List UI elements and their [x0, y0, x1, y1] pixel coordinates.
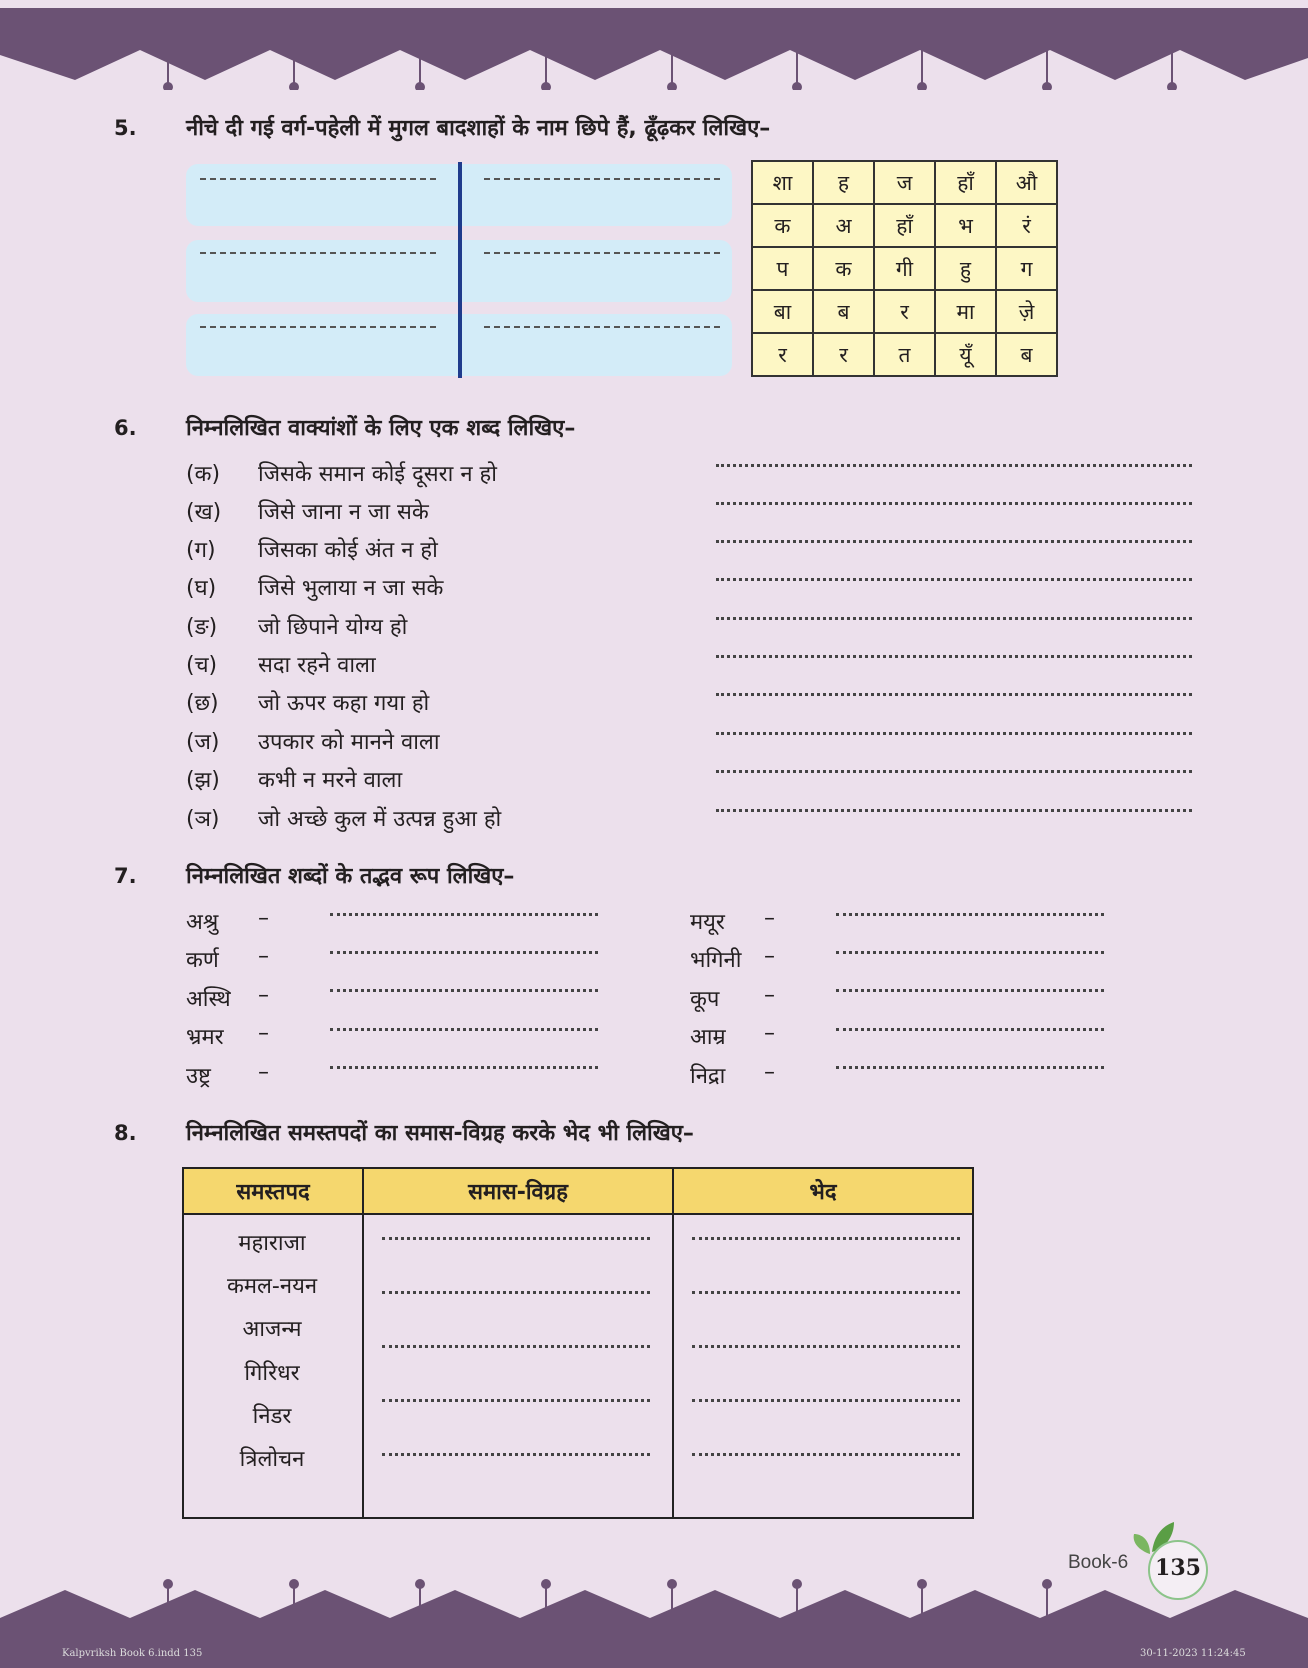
word-search-grid — [751, 160, 1058, 377]
grid-cell: रं — [996, 204, 1057, 247]
grid-cell: क — [752, 204, 813, 247]
grid-cell: औ — [996, 161, 1057, 204]
grid-cell: क — [813, 247, 874, 290]
q7-dash: – — [764, 944, 775, 969]
q7-number: 7. — [114, 864, 137, 888]
grid-cell: मा — [935, 290, 996, 333]
q6-item — [186, 649, 376, 679]
q6-marker: (ज) — [186, 730, 220, 755]
q5-prompt: नीचे दी गई वर्ग-पहेली में मुगल बादशाहों के नाम छिपे हैं, ढूँढ़कर लिखिए– — [186, 116, 771, 141]
q7-dash: – — [764, 1060, 775, 1085]
samas-table — [182, 1167, 974, 1519]
q6-phrase: जिसे भुलाया न जा सके — [258, 576, 444, 601]
answer-line[interactable] — [330, 989, 598, 992]
q6-item — [186, 534, 438, 564]
q6-phrase: जो छिपाने योग्य हो — [258, 615, 408, 640]
grid-cell: बा — [752, 290, 813, 333]
answer-line[interactable] — [692, 1291, 960, 1294]
samas-header: समस्तपद — [183, 1168, 363, 1214]
samas-term: आजन्म — [242, 1317, 302, 1342]
answer-line[interactable] — [692, 1453, 960, 1456]
answer-line[interactable] — [716, 693, 1192, 696]
q6-phrase: उपकार को मानने वाला — [258, 730, 440, 755]
q6-marker: (ख) — [186, 500, 222, 525]
grid-cell: ह — [813, 161, 874, 204]
answer-line[interactable] — [330, 1028, 598, 1031]
answer-line[interactable] — [484, 326, 720, 328]
answer-line[interactable] — [716, 617, 1192, 620]
q7-dash: – — [764, 1021, 775, 1046]
q7-dash: – — [764, 906, 775, 931]
answer-line[interactable] — [692, 1345, 960, 1348]
q6-item — [186, 764, 402, 794]
grid-cell: अ — [813, 204, 874, 247]
grid-cell: ब — [813, 290, 874, 333]
q7-word: उष्ट्र — [186, 1064, 211, 1089]
answer-line[interactable] — [200, 252, 436, 254]
samas-terms-cell — [183, 1214, 363, 1518]
q6-item — [186, 726, 440, 756]
answer-line[interactable] — [716, 502, 1192, 505]
q7-word: निद्रा — [690, 1064, 726, 1089]
grid-cell: हाँ — [874, 204, 935, 247]
grid-cell: र — [813, 333, 874, 376]
q7-word: कूप — [690, 987, 720, 1012]
q7-word: भगिनी — [690, 948, 742, 973]
answer-line[interactable] — [692, 1237, 960, 1240]
print-stamp: 30-11-2023 11:24:45 — [1140, 1648, 1246, 1659]
q6-number: 6. — [114, 416, 137, 440]
answer-line[interactable] — [484, 178, 720, 180]
q7-word: अस्थि — [186, 987, 231, 1012]
answer-line[interactable] — [382, 1399, 650, 1402]
samas-header: भेद — [673, 1168, 973, 1214]
grid-cell: ब — [996, 333, 1057, 376]
samas-header: समास-विग्रह — [363, 1168, 673, 1214]
answer-line[interactable] — [716, 464, 1192, 467]
answer-line[interactable] — [716, 578, 1192, 581]
q6-item — [186, 458, 497, 488]
q6-phrase: सदा रहने वाला — [258, 653, 376, 678]
q7-prompt: निम्नलिखित शब्दों के तद्भव रूप लिखिए– — [186, 864, 515, 889]
answer-line[interactable] — [692, 1399, 960, 1402]
answer-line[interactable] — [836, 1066, 1104, 1069]
q8-prompt: निम्नलिखित समस्तपदों का समास-विग्रह करके भेद भी लिखिए– — [186, 1121, 694, 1146]
book-label: Book-6 — [1068, 1552, 1129, 1573]
q7-dash: – — [258, 983, 269, 1008]
q6-item — [186, 572, 443, 602]
q6-phrase: जिसे जाना न जा सके — [258, 500, 429, 525]
q7-dash: – — [258, 1060, 269, 1085]
answer-line[interactable] — [382, 1237, 650, 1240]
q7-word: अश्रु — [186, 910, 219, 935]
answer-line[interactable] — [836, 913, 1104, 916]
answer-line[interactable] — [836, 989, 1104, 992]
samas-term: निडर — [252, 1404, 292, 1429]
q8-number: 8. — [114, 1121, 137, 1145]
page-number: 135 — [1155, 1555, 1201, 1581]
q6-item — [186, 496, 429, 526]
answer-line[interactable] — [836, 1028, 1104, 1031]
grid-cell: हाँ — [935, 161, 996, 204]
q6-marker: (झ) — [186, 768, 220, 793]
grid-cell: त — [874, 333, 935, 376]
samas-term: त्रिलोचन — [239, 1447, 305, 1472]
q6-phrase: जो अच्छे कुल में उत्पन्न हुआ हो — [258, 807, 502, 832]
grid-cell: यूँ — [935, 333, 996, 376]
q6-marker: (ञ) — [186, 807, 220, 832]
q7-word: भ्रमर — [186, 1025, 224, 1050]
q6-phrase: कभी न मरने वाला — [258, 768, 403, 793]
answer-line[interactable] — [200, 178, 436, 180]
answer-line[interactable] — [330, 951, 598, 954]
q7-word: कर्ण — [186, 948, 219, 973]
answer-line[interactable] — [484, 252, 720, 254]
answer-line[interactable] — [716, 655, 1192, 658]
q6-item — [186, 803, 501, 833]
grid-cell: र — [752, 333, 813, 376]
answer-line[interactable] — [382, 1291, 650, 1294]
grid-cell: ज — [874, 161, 935, 204]
samas-vigrah-cell — [363, 1214, 673, 1518]
q6-marker: (ङ) — [186, 615, 218, 640]
samas-bhed-cell — [673, 1214, 973, 1518]
samas-term: गिरिधर — [244, 1361, 300, 1386]
q6-item — [186, 611, 407, 641]
q7-dash: – — [258, 906, 269, 931]
answer-line[interactable] — [382, 1453, 650, 1456]
answer-line[interactable] — [330, 913, 598, 916]
samas-term: कमल-नयन — [226, 1274, 318, 1299]
grid-cell: ज़े — [996, 290, 1057, 333]
q6-phrase: जो ऊपर कहा गया हो — [258, 691, 430, 716]
grid-cell: शा — [752, 161, 813, 204]
q6-marker: (ग) — [186, 538, 216, 563]
grid-cell: र — [874, 290, 935, 333]
q6-phrase: जिसके समान कोई दूसरा न हो — [258, 462, 497, 487]
grid-cell: ग — [996, 247, 1057, 290]
q7-dash: – — [764, 983, 775, 1008]
q6-prompt: निम्नलिखित वाक्यांशों के लिए एक शब्द लिखिए– — [186, 416, 576, 441]
answer-divider — [458, 162, 462, 378]
q6-marker: (छ) — [186, 691, 219, 716]
answer-line[interactable] — [330, 1066, 598, 1069]
q6-marker: (घ) — [186, 576, 217, 601]
q6-item — [186, 687, 429, 717]
samas-term: महाराजा — [238, 1231, 306, 1256]
q6-phrase: जिसका कोई अंत न हो — [258, 538, 438, 563]
q7-dash: – — [258, 1021, 269, 1046]
q7-dash: – — [258, 944, 269, 969]
answer-line[interactable] — [382, 1345, 650, 1348]
q7-word: आम्र — [690, 1025, 726, 1050]
q5-number: 5. — [114, 116, 137, 140]
grid-cell: प — [752, 247, 813, 290]
top-banner — [0, 0, 1308, 90]
answer-line[interactable] — [716, 809, 1192, 812]
file-name: Kalpvriksh Book 6.indd 135 — [62, 1648, 203, 1659]
answer-line[interactable] — [716, 732, 1192, 735]
answer-line[interactable] — [716, 540, 1192, 543]
answer-line[interactable] — [836, 951, 1104, 954]
grid-cell: भ — [935, 204, 996, 247]
answer-line[interactable] — [200, 326, 436, 328]
answer-line[interactable] — [716, 770, 1192, 773]
q7-word: मयूर — [690, 910, 725, 935]
grid-cell: गी — [874, 247, 935, 290]
q6-marker: (क) — [186, 462, 221, 487]
q6-marker: (च) — [186, 653, 218, 678]
grid-cell: हु — [935, 247, 996, 290]
